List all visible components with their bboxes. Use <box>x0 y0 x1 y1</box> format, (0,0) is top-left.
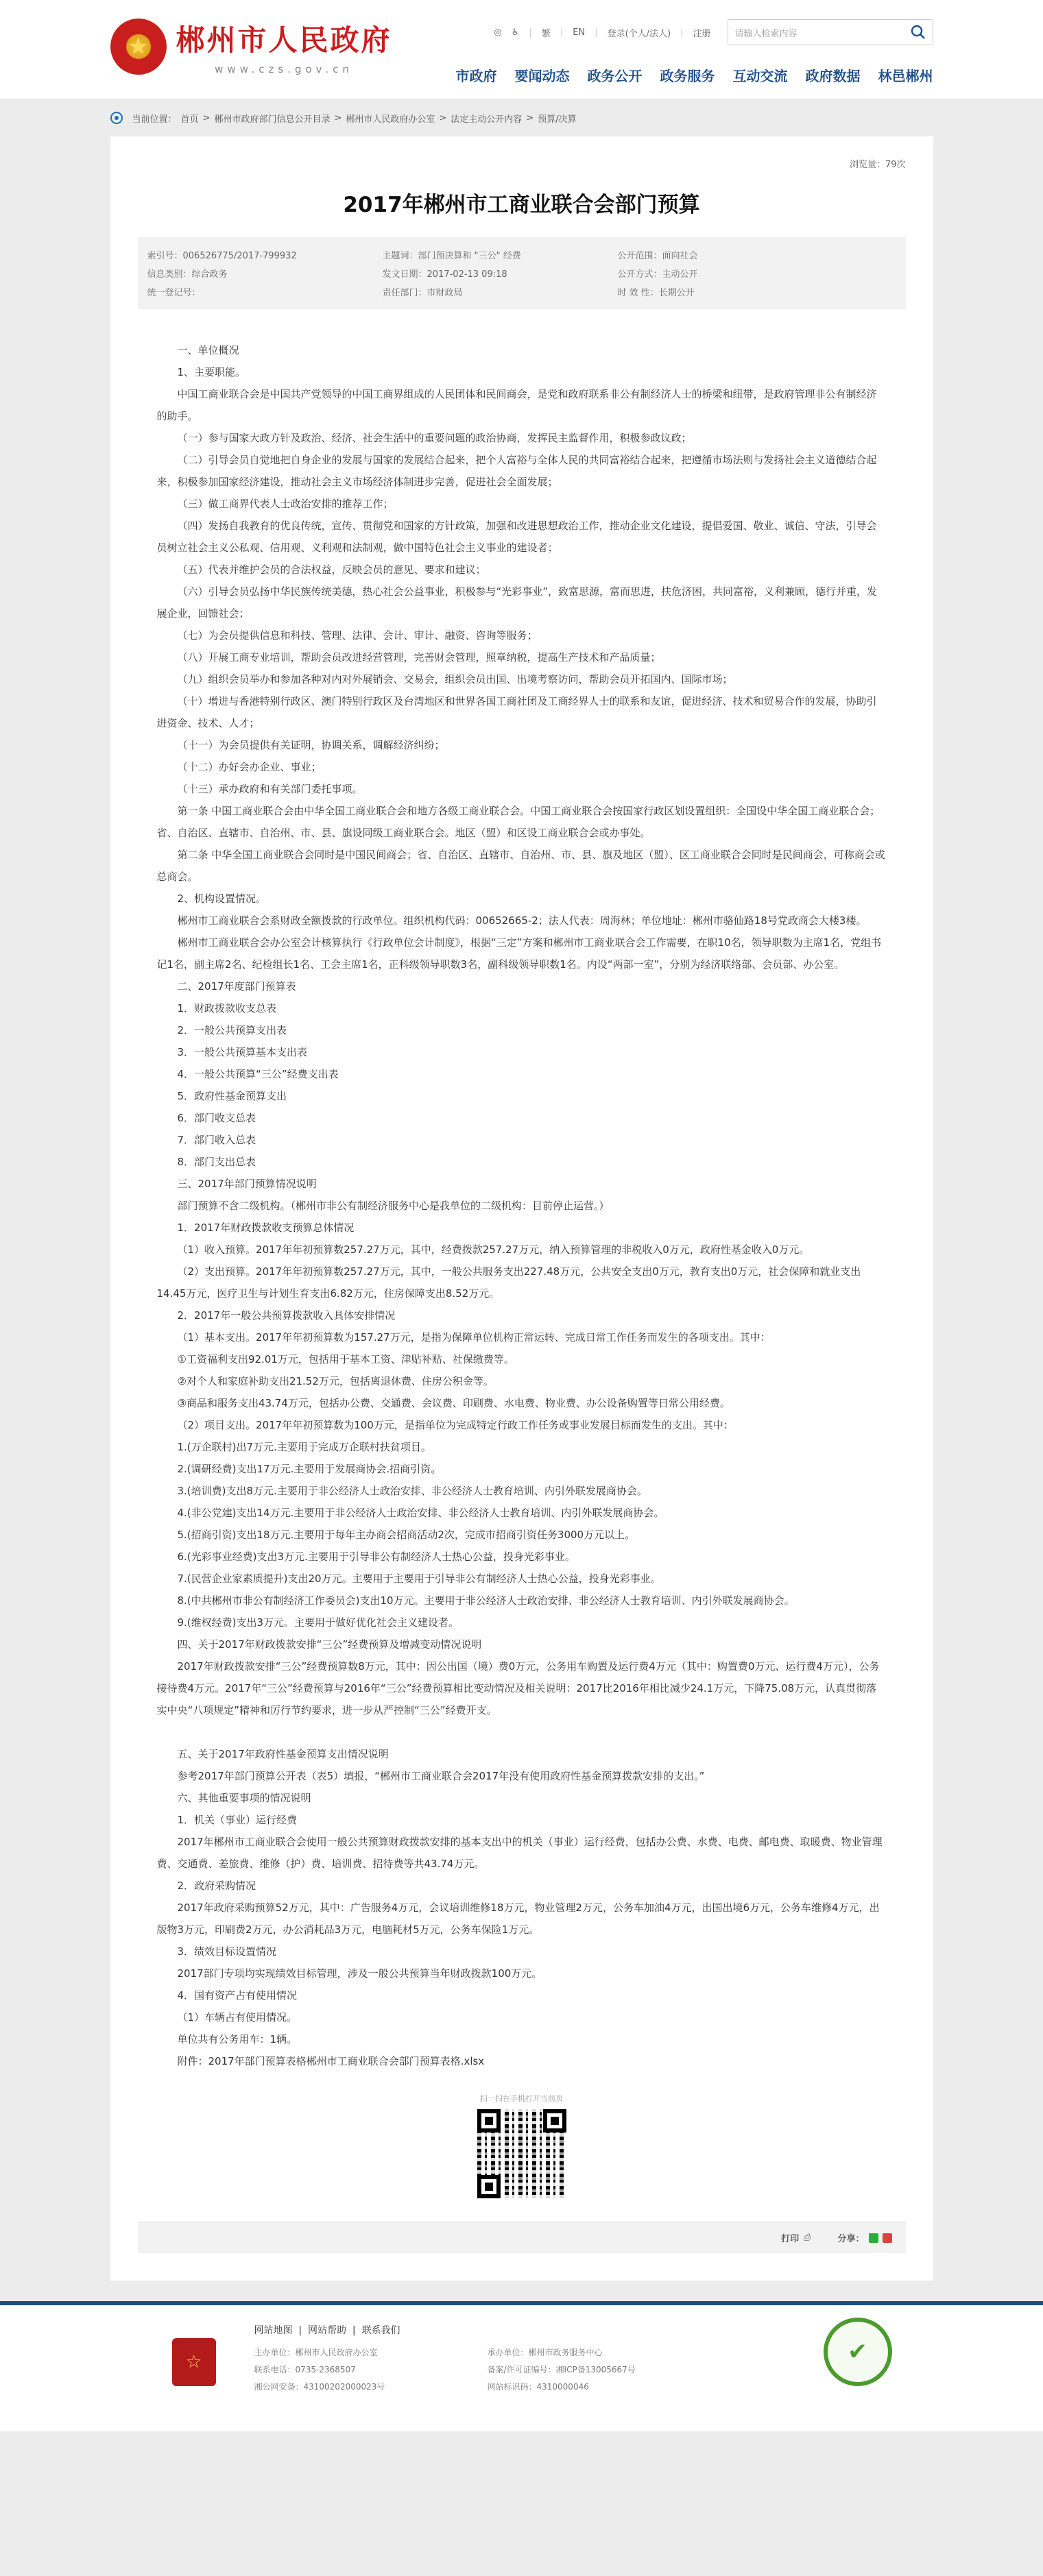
article-paragraph: （十）增进与香港特别行政区、澳门特别行政区及台湾地区和世界各国工商社团及工商经界人士的联系和友谊，促进经济、技术和贸易合作的发展，协助引进资金、技术、人才； <box>156 695 877 729</box>
national-emblem-icon: ★ <box>110 19 167 75</box>
site-header <box>0 0 1043 99</box>
article-paragraph: （二）引导会员自觉地把自身企业的发展与国家的发展结合起来，把个人富裕与全体人民的共同富裕结合起来，把遵循市场法则与发扬社会主义道德结合起来，积极参加国家经济建设，推动社会主义市场经济体制进步完善，促进社会全面发展； <box>156 454 877 488</box>
site-footer <box>0 2301 1043 2431</box>
article-paragraph: （2）项目支出。2017年年初预算数为100万元，是指单位为完成特定行政工作任务或事业发展目标而发生的支出。其中： <box>177 1419 734 1431</box>
article-paragraph: 8．部门支出总表 <box>177 1156 256 1168</box>
traditional-link[interactable]: 繁 <box>541 28 551 39</box>
share-label: 分享： <box>837 2234 865 2244</box>
footer-organizer: 承办单位：郴州市政务服务中心 <box>487 2348 603 2357</box>
article-paragraph: （七）为会员提供信息和科技、管理、法律、会计、审计、融资、咨询等服务； <box>177 629 538 642</box>
meta-validity: 时 效 性：长期公开 <box>617 288 695 298</box>
article-paragraph: 9.(维权经费)支出3万元。主要用于做好优化社会主义建设者。 <box>177 1616 459 1629</box>
search-input[interactable] <box>728 19 933 45</box>
article-paragraph: （1）车辆占有使用情况。 <box>177 2011 298 2024</box>
contact-link[interactable]: 联系我们 <box>361 2325 400 2336</box>
location-icon <box>110 112 123 124</box>
footer-site-id: 网站标识码：4310000046 <box>487 2382 589 2392</box>
article-paragraph: 第一条 中国工商业联合会由中华全国工商业联合会和地方各级工商业联合会。中国工商业联合会按国家行政区划设置组织：全国设中华全国工商业联合会；省、自治区、直辖市、自治州、市、县、旗设同级工商业联合会。地区（盟）和区设工商业联合会或办事处。 <box>156 805 880 839</box>
qr-section <box>470 2093 573 2198</box>
share-bar <box>837 2231 891 2244</box>
article-paragraph: 5.(招商引资)支出18万元.主要用于每年主办商会招商活动2次，完成市招商引资任务3000万元以上。 <box>177 1529 636 1541</box>
print-button[interactable] <box>781 2231 810 2244</box>
nav-item-interaction[interactable]: 互动交流 <box>732 68 788 84</box>
article-paragraph: 部门预算不含二级机构。（郴州市非公有制经济服务中心是我单位的二级机构：目前停止运营。） <box>177 1200 610 1212</box>
weibo-share-icon[interactable] <box>883 2233 892 2243</box>
meta-date: 发文日期：2017-02-13 09:18 <box>382 269 507 280</box>
main-nav <box>456 65 933 85</box>
weibo-icon[interactable]: ◎ <box>494 27 502 38</box>
article-paragraph: 五、关于2017年政府性基金预算支出情况说明 <box>177 1748 389 1760</box>
breadcrumb-label: 当前位置： <box>132 114 177 125</box>
nav-item-services[interactable]: 政务服务 <box>660 68 715 84</box>
article-paragraph: 2017年政府采购预算52万元，其中：广告服务4万元，会议培训维修18万元，物业管理2万元，公务车加油4万元，出国出境6万元，公务车维修4万元，出版物3万元，印刷费2万元，办公消耗品3万元，电脑耗材5万元，公务车保险1万元。 <box>156 1901 880 1936</box>
article-paragraph: 2．一般公共预算支出表 <box>177 1024 287 1036</box>
article-paragraph: 7．部门收入总表 <box>177 1134 256 1146</box>
article-paragraph: 2、机构设置情况。 <box>177 892 267 905</box>
meta-reg-no: 统一登记号： <box>147 288 201 298</box>
footer-info <box>254 2346 693 2392</box>
article-paragraph: （三）做工商界代表人士政治安排的推荐工作； <box>177 498 394 510</box>
article-paragraph: （十三）承办政府和有关部门委托事项。 <box>177 783 363 795</box>
article-paragraph: 3．一般公共预算基本支出表 <box>177 1046 308 1058</box>
footer-police[interactable]: 湘公网安备：43100202000023号 <box>254 2382 385 2392</box>
footer-host: 主办单位：郴州市人民政府办公室 <box>254 2348 378 2357</box>
footer-phone: 联系电话：0735-2368507 <box>254 2365 356 2374</box>
site-error-seal-icon[interactable]: ✔ <box>824 2318 892 2386</box>
article-paragraph: （十二）办好会办企业、事业； <box>177 761 322 773</box>
article-paragraph: 三、2017年部门预算情况说明 <box>177 1178 317 1190</box>
article-paragraph: 3.(培训费)支出8万元.主要用于非公经济人士政治安排、非公经济人士教育培训、内引外联发展商协会。 <box>177 1485 647 1497</box>
nav-item-linyi[interactable]: 林邑郴州 <box>878 68 933 84</box>
article-paragraph: 4．一般公共预算“三公”经费支出表 <box>177 1068 339 1080</box>
sitemap-link[interactable]: 网站地图 <box>254 2325 293 2336</box>
article-paragraph: 六、其他重要事项的情况说明 <box>177 1792 311 1804</box>
article-paragraph: 中国工商业联合会是中国共产党领导的中国工商界组成的人民团体和民间商会，是党和政府联系非公有制经济人士的桥梁和纽带，是政府管理非公有制经济的助手。 <box>156 388 877 422</box>
article-paragraph: ②对个人和家庭补助支出21.52万元，包括离退休费、住房公积金等。 <box>177 1375 494 1387</box>
nav-item-news[interactable]: 要闻动态 <box>514 68 570 84</box>
nav-item-city-gov[interactable]: 市政府 <box>455 68 497 84</box>
wechat-icon[interactable] <box>869 2233 878 2243</box>
breadcrumb-item[interactable]: 预算/决算 <box>538 114 577 125</box>
meta-dept: 责任部门：市财政局 <box>382 288 463 298</box>
article-paragraph: （1）基本支出。2017年年初预算数为157.27万元，是指为保障单位机构正常运转、完成日常工作任务而发生的各项支出。其中： <box>177 1331 771 1344</box>
breadcrumb-home[interactable]: 首页 <box>180 114 199 125</box>
qr-code-icon <box>477 2109 566 2198</box>
article-paragraph: （四）发扬自我教育的优良传统，宣传、贯彻党和国家的方针政策，加强和改进思想政治工作，推动企业文化建设，提倡爱国、敬业、诚信、守法，引导会员树立社会主义公私观、信用观、义利观和法制观，做中国特色社会主义事业的建设者； <box>156 520 877 554</box>
article-paragraph: （十一）为会员提供有关证明，协调关系，调解经济纠纷； <box>177 739 445 751</box>
footer-icp[interactable]: 备案/许可证编号：湘ICP备13005667号 <box>487 2365 636 2374</box>
article-container <box>110 136 933 2281</box>
article-paragraph: 二、2017年度部门预算表 <box>177 980 296 993</box>
article-paragraph: 4．国有资产占有使用情况 <box>177 1989 298 2002</box>
article-paragraph: 郴州市工商业联合会办公室会计核算执行《行政单位会计制度》，根据“三定”方案和郴州市工商业联合会工作需要，在职10名，领导职数为主席1名，党组书记1名，副主席2名、纪检组长1名、工会主席1名，正科级领导职数3名，副科级领导职数1名。内设“两部一室”，分别为经济联络部、会员部、办公室。 <box>156 936 882 971</box>
article-paragraph: 8.(中共郴州市非公有制经济工作委员会)支出10万元。主要用于非公经济人士政治安排、非公经济人士教育培训、内引外联发展商协会。 <box>177 1594 795 1607</box>
top-tools: ◎ ♿ | 繁 | EN | 登录(个人/法人) | 注册 请输入检索内容 <box>494 19 933 45</box>
article-paragraph: （2）支出预算。2017年年初预算数257.27万元，其中，一般公共服务支出227.48万元，公共安全支出0万元，教育支出0万元，社会保障和就业支出14.45万元，医疗卫生与计划生育支出6.82万元，住房保障支出8.52万元。 <box>156 1265 861 1300</box>
nav-item-data[interactable]: 政府数据 <box>805 68 861 84</box>
english-link[interactable]: EN <box>573 27 586 38</box>
breadcrumb-item[interactable]: 法定主动公开内容 <box>451 114 523 125</box>
article-paragraph: ①工资福利支出92.01万元，包括用于基本工资、津贴补贴、社保缴费等。 <box>177 1353 514 1365</box>
article-paragraph: 7.(民营企业家素质提升)支出20万元。主要用于主要用于引导非公有制经济人士热心公益，投身光彩事业。 <box>177 1572 661 1585</box>
article-paragraph: 6．部门收支总表 <box>177 1112 256 1124</box>
accessibility-icon[interactable]: ♿ <box>511 27 520 38</box>
blank-line <box>157 1721 887 1743</box>
article-paragraph: 郴州市工商业联合会系财政全额拨款的行政单位。组织机构代码：00652665-2；法人代表：周海林；单位地址：郴州市骆仙路18号党政商会大楼3楼。 <box>177 914 867 927</box>
footer-links: 网站地图 | 网站帮助 | 联系我们 <box>254 2325 400 2336</box>
qr-label: 扫一扫在手机打开当前页 <box>480 2094 563 2103</box>
register-link[interactable]: 注册 <box>693 28 711 39</box>
article-paragraph: ③商品和服务支出43.74万元，包括办公费、交通费、会议费、印刷费、水电费、物业费、办公设备购置等日常公用经费。 <box>177 1397 730 1409</box>
article-paragraph: 2.(调研经费)支出17万元.主要用于发展商协会.招商引资。 <box>177 1463 442 1475</box>
article-paragraph: 参考2017年部门预算公开表（表5）填报，“郴州市工商业联合会2017年没有使用政府性基金预算拨款安排的支出。” <box>177 1770 705 1782</box>
site-url: www.czs.gov.cn <box>215 63 353 75</box>
search-placeholder: 请输入检索内容 <box>734 28 798 39</box>
breadcrumb-item[interactable]: 郴州市人民政府办公室 <box>346 114 435 125</box>
article-paragraph: 2017年财政拨款安排“三公”经费预算数8万元，其中：因公出国（境）费0万元，公务用车购置及运行费4万元（其中：购置费0万元、运行费4万元），公务接待费4万元。2017年“三公”经费预算与2016年“三公”经费预算相比变动情况及相关说明：2017比2016年相比减少24.1万元，下降75.08万元，认真贯彻落实中央“八项规定”精神和厉行节约要求，进一步从严控制“三公”经费开支。 <box>156 1660 880 1716</box>
article-paragraph: （六）引导会员弘扬中华民族传统美德，热心社会公益事业，积极参与“光彩事业”，致富思源，富而思进，扶危济困，共同富裕，义利兼顾，德行并重，发展企业，回馈社会； <box>156 585 878 620</box>
article-paragraph[interactable]: 附件：2017年部门预算表格郴州市工商业联合会部门预算表格.xlsx <box>177 2055 485 2067</box>
site-name: 郴州市人民政府 <box>176 23 392 57</box>
party-gov-badge-icon[interactable]: ☆ <box>172 2338 216 2386</box>
printer-icon: ⎙ <box>803 2233 811 2243</box>
article-meta <box>138 237 906 309</box>
breadcrumb-item[interactable]: 郴州市政府部门信息公开目录 <box>214 114 331 125</box>
article-paragraph: 1．2017年财政拨款收支预算总体情况 <box>177 1222 355 1234</box>
meta-index: 索引号：006526775/2017-799932 <box>147 251 297 261</box>
article-paragraph: 2．政府采购情况 <box>177 1880 256 1892</box>
article-paragraph: 第二条 中华全国工商业联合会同时是中国民间商会；省、自治区、直辖市、自治州、市、县、旗及地区（盟）、区工商业联合会同时是民间商会，可称商会或总商会。 <box>156 849 885 883</box>
print-label: 打印 <box>781 2234 800 2244</box>
login-link[interactable]: 登录(个人/法人) <box>607 28 671 39</box>
meta-method: 公开方式：主动公开 <box>617 269 698 280</box>
article-paragraph: 1.(万企联村)出7万元.主要用于完成万企联村扶贫项目。 <box>177 1441 431 1453</box>
breadcrumb: 当前位置： 首页 > 郴州市政府部门信息公开目录 > 郴州市人民政府办公室 > 法定主动公开内容 > 预算/决算 <box>110 99 933 136</box>
meta-category: 信息类别：综合政务 <box>147 269 228 280</box>
article-paragraph: 2017部门专项均实现绩效目标管理，涉及一般公共预算当年财政拨款100万元。 <box>177 1967 542 1980</box>
article-title: 2017年郴州市工商业联合会部门预算 <box>343 193 700 217</box>
article-paragraph: 1．机关（事业）运行经费 <box>177 1814 298 1826</box>
site-logo[interactable] <box>110 18 392 75</box>
meta-keywords: 主题词：部门预决算和 "三公" 经费 <box>382 251 521 261</box>
nav-item-open-gov[interactable]: 政务公开 <box>587 68 643 84</box>
article-paragraph: 6.(光彩事业经费)支出3万元.主要用于引导非公有制经济人士热心公益，投身光彩事业。 <box>177 1551 575 1563</box>
article-paragraph: 5．政府性基金预算支出 <box>177 1090 287 1102</box>
article-paragraph: 一、单位概况 <box>177 344 239 356</box>
article-paragraph: 2．2017年一般公共预算拨款收入具体安排情况 <box>177 1309 396 1322</box>
article-paragraph: （九）组织会员举办和参加各种对内对外展销会、交易会，组织会员出国、出境考察访问，帮助会员开拓国内、国际市场； <box>177 673 733 685</box>
article-paragraph: 2017年郴州市工商业联合会使用一般公共预算财政拨款安排的基本支出中的机关（事业）运行经费，包括办公费、水费、电费、邮电费、取暖费、物业管理费、交通费、差旅费、维修（护）费、培训费、招待费等共43.74万元。 <box>156 1836 883 1870</box>
article-paragraph: 1、主要职能。 <box>177 366 246 378</box>
article-paragraph: （五）代表并维护会员的合法权益，反映会员的意见、要求和建议； <box>177 563 486 576</box>
article-paragraph: 四、关于2017年财政拨款安排“三公”经费预算及增减变动情况说明 <box>177 1638 482 1651</box>
article-tools <box>138 2222 906 2253</box>
article-paragraph: （八）开展工商专业培训，帮助会员改进经营管理，完善财会管理，照章纳税，提高生产技术和产品质量； <box>177 651 661 664</box>
article-paragraph: 4.(非公党建)支出14万元.主要用于非公经济人士政治安排、非公经济人士教育培训、内引外联发展商协会。 <box>177 1507 664 1519</box>
article-paragraph: （一）参与国家大政方针及政治、经济、社会生活中的重要问题的政治协商，发挥民主监督作用，积极参政议政； <box>177 432 692 444</box>
help-link[interactable]: 网站帮助 <box>308 2325 347 2336</box>
article-body <box>138 339 906 2072</box>
search-icon[interactable] <box>911 25 926 40</box>
article-paragraph: 3．绩效目标设置情况 <box>177 1945 277 1958</box>
article-paragraph: 单位共有公务用车：1辆。 <box>177 2033 298 2045</box>
view-count: 浏览量：79次 <box>849 160 906 170</box>
article-paragraph: （1）收入预算。2017年年初预算数257.27万元，其中，经费拨款257.27万元，纳入预算管理的非税收入0万元，政府性基金收入0万元。 <box>177 1243 810 1256</box>
meta-scope: 公开范围：面向社会 <box>617 251 698 261</box>
article-paragraph: 1．财政拨款收支总表 <box>177 1002 277 1014</box>
